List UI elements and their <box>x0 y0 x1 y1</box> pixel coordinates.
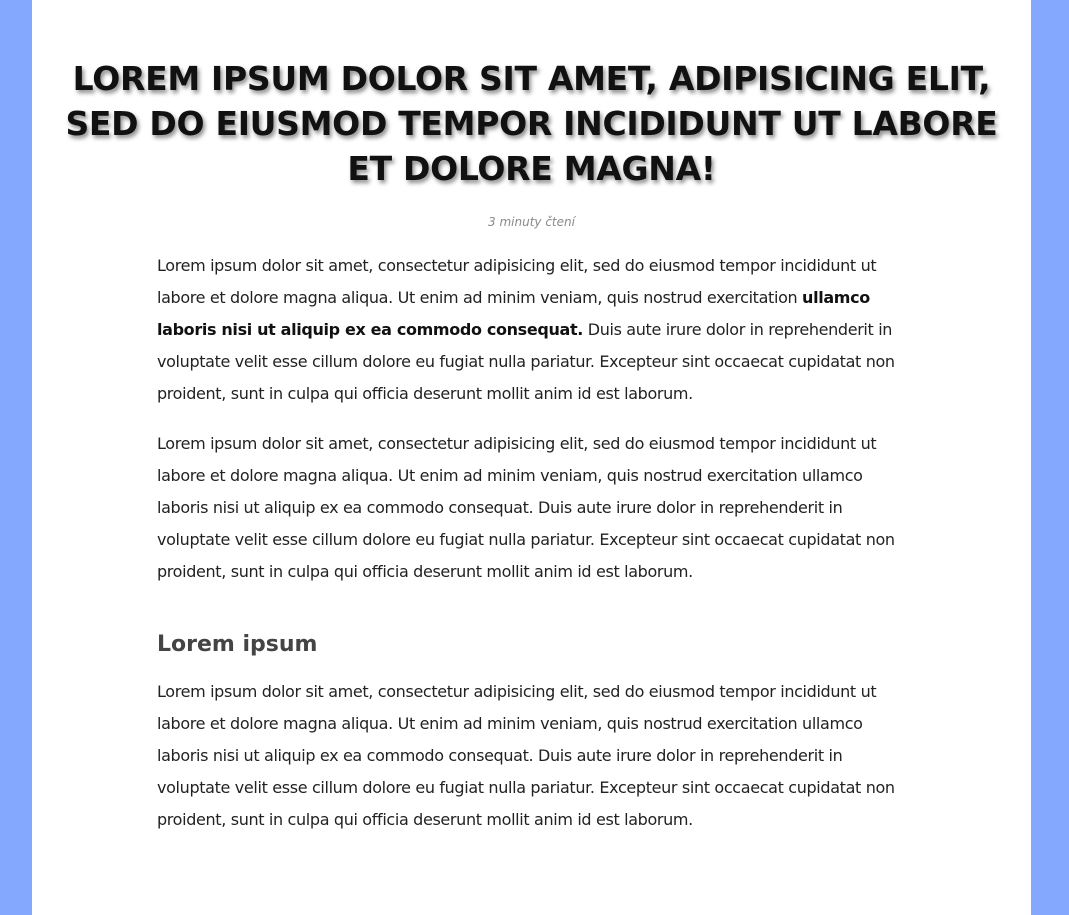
section-heading: Lorem ipsum <box>157 632 318 657</box>
paragraph: Lorem ipsum dolor sit amet, consectetur adipisicing elit, sed do eiusmod tempor incididunt ut labore et dolore magna aliqua. Ut enim ad minim veniam, quis nostrud exercitation ullamco laboris nisi ut aliquip ex ea commodo consequat. Duis aute irure dolor in reprehenderit in voluptate velit esse cillum dolore eu fugiat nulla pariatur. Excepteur sint occaecat cupidatat non proident, sunt in culpa qui officia deserunt mollit anim id est laborum. <box>157 434 895 581</box>
article-body <box>157 250 909 854</box>
paragraph-text: Lorem ipsum dolor sit amet, consectetur adipisicing elit, sed do eiusmod tempor incididunt ut labore et dolore magna aliqua. Ut enim ad minim veniam, quis nostrud exercitation <box>157 256 877 307</box>
paragraph <box>157 250 909 410</box>
article-page <box>32 0 1031 915</box>
paragraph-text: Duis aute irure dolor in reprehenderit in voluptate velit esse cillum dolore eu fugiat nulla pariatur. Excepteur sint occaecat cupidatat non proident, sunt in culpa qui officia deserunt mollit anim id est laborum. <box>157 320 895 403</box>
bold-text: ullamco laboris nisi ut aliquip ex ea commodo consequat. <box>157 288 870 339</box>
paragraph: Lorem ipsum dolor sit amet, consectetur adipisicing elit, sed do eiusmod tempor incididunt ut labore et dolore magna aliqua. Ut enim ad minim veniam, quis nostrud exercitation ullamco laboris nisi ut aliquip ex ea commodo consequat. Duis aute irure dolor in reprehenderit in voluptate velit esse cillum dolore eu fugiat nulla pariatur. Excepteur sint occaecat cupidatat non proident, sunt in culpa qui officia deserunt mollit anim id est laborum. <box>157 682 895 829</box>
reading-time: 3 minuty čtení <box>488 215 575 229</box>
article-title: LOREM IPSUM DOLOR SIT AMET, ADIPISICING ELIT, SED DO EIUSMOD TEMPOR INCIDIDUNT UT LABORE ET DOLORE MAGNA! <box>65 59 998 188</box>
